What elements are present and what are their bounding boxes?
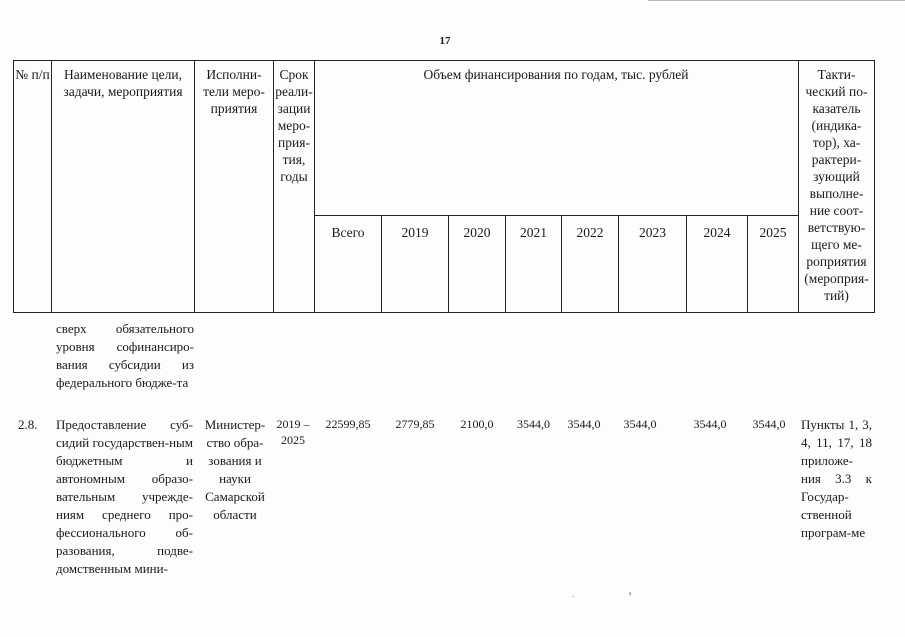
- row-value-2024: 3544,0: [693, 417, 727, 431]
- header-year: 2022: [576, 225, 604, 240]
- col-border: [13, 60, 14, 313]
- table-top-border: [13, 60, 874, 61]
- row-number: 2.8.: [18, 417, 38, 432]
- header-total: Всего: [331, 225, 365, 240]
- header-year: 2020: [463, 225, 491, 240]
- row-name: Предоставление суб-сидий государствен-ным бюджетным и автономным образо-вательным учрежде-ниям среднего про-фессионального об-разования, подве-домственным мини-: [56, 417, 193, 576]
- row-value-2022: 3544,0: [567, 417, 601, 431]
- header-year: 2023: [639, 225, 666, 240]
- header-term: Срок реали-зации меро-прия-тия, годы: [275, 67, 313, 184]
- scan-mark: .: [572, 589, 575, 599]
- col-border: [51, 60, 52, 313]
- page-number: 17: [439, 35, 451, 47]
- col-border: [874, 60, 875, 313]
- header-year: 2019: [401, 225, 429, 240]
- header-executors: Исполни-тели меро-приятия: [203, 67, 265, 116]
- continuation-text: сверх обязательного уровня софинансиро-вания субсидии из федерального бюдже-та: [56, 321, 194, 390]
- header-indicator: Такти-ческий по-казатель (индика-тор), ха-рактери-зующий выполне-ние соот-ветствую-щего ме-роприятия (мероприя-тий): [804, 67, 869, 303]
- row-value-2025: 3544,0: [752, 417, 786, 431]
- years-row-border: [314, 215, 798, 216]
- header-year: 2024: [703, 225, 731, 240]
- row-indicator: Пункты 1, 3, 4, 11, 17, 18 приложе-ния 3.3 к Государ-ственной програм-ме: [801, 417, 872, 540]
- row-value-2020: 2100,0: [460, 417, 494, 431]
- col-border: [314, 60, 315, 313]
- header-year: 2025: [759, 225, 787, 240]
- col-border: [798, 60, 799, 313]
- scan-edge-line: [648, 0, 905, 1]
- row-term: 2019 – 2025: [276, 417, 310, 447]
- row-value-2019: 2779,85: [395, 417, 435, 431]
- header-number: № п/п: [15, 67, 50, 82]
- row-value-2023: 3544,0: [623, 417, 657, 431]
- row-total: 22599,85: [325, 417, 371, 431]
- header-funding: Объем финансирования по годам, тыс. рублей: [423, 67, 689, 82]
- table-header-bottom-border: [13, 312, 874, 313]
- scan-mark: ': [629, 589, 632, 603]
- header-year: 2021: [520, 225, 547, 240]
- row-value-2021: 3544,0: [517, 417, 550, 431]
- row-executor: Министер-ство обра-зования и науки Самарской области: [204, 417, 266, 522]
- col-border: [194, 60, 195, 313]
- header-name: Наименование цели, задачи, мероприятия: [63, 67, 183, 99]
